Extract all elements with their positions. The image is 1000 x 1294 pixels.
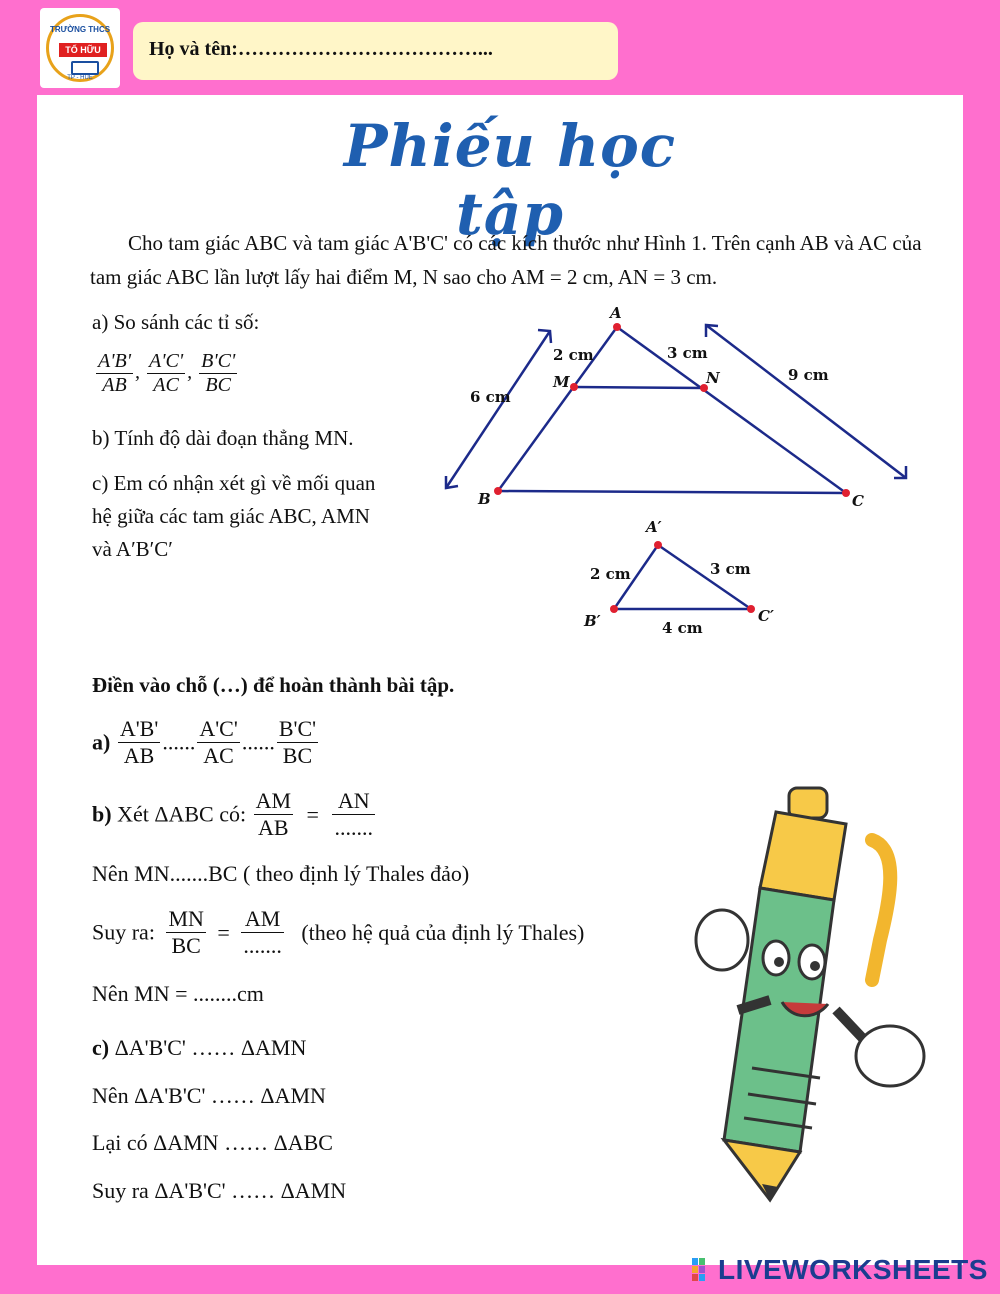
length-an: 3 cm bbox=[667, 344, 708, 362]
label-b2: B′ bbox=[584, 612, 601, 630]
point-a bbox=[613, 323, 621, 331]
fill-b-text: Xét ΔABC có: bbox=[117, 801, 247, 827]
fill-a-frac-2: $\frac{A'C'}{AC}$ bbox=[199, 716, 238, 768]
intro-text: Cho tam giác ABC và tam giác A'B'C' có các kích thước như Hình 1. Trên cạnh AB và AC của tam giác ABC lần lượt lấy hai điểm M, N sao cho AM = 2 cm, AN = 3 cm. bbox=[90, 231, 922, 289]
fill-a-frac-1: $\frac{A'B'}{AB}$ bbox=[119, 716, 159, 768]
fill-c-line1[interactable]: ΔA'B'C' …… ΔAMN bbox=[114, 1035, 307, 1060]
suy-note: (theo hệ quả của định lý Thales) bbox=[301, 919, 585, 945]
length-am: 2 cm bbox=[553, 346, 594, 364]
fill-suy-ra-row bbox=[92, 906, 584, 959]
suy-frac-2[interactable]: $\frac{AM}{.......}$ bbox=[243, 906, 282, 958]
fill-mn-line[interactable]: Nên MN = ........cm bbox=[92, 981, 264, 1006]
side-bc bbox=[498, 491, 846, 493]
liveworksheets-brand bbox=[692, 1254, 988, 1286]
name-field[interactable]: Họ và tên:………………………………... bbox=[133, 22, 618, 80]
question-c-line2: hệ giữa các tam giác ABC, AMN bbox=[92, 504, 370, 528]
fill-c-label: c) bbox=[92, 1035, 110, 1060]
point-c2 bbox=[747, 605, 755, 613]
fill-a-frac-3: $\frac{B'C'}{BC}$ bbox=[278, 716, 317, 768]
fill-a-row bbox=[92, 716, 320, 769]
question-c-line3: và A′B′C′ bbox=[92, 537, 173, 561]
page-title: Phiếu học tập bbox=[343, 112, 677, 248]
label-a: A bbox=[610, 304, 622, 322]
suy-ra-label: Suy ra: bbox=[92, 919, 155, 945]
fill-c-row-1[interactable] bbox=[92, 1035, 306, 1061]
question-b: b) Tính độ dài đoạn thẳng MN. bbox=[92, 426, 354, 450]
suy-equals: = bbox=[217, 919, 230, 945]
dimension-arrow-ac bbox=[706, 325, 906, 478]
question-c-line1: c) Em có nhận xét gì về mối quan bbox=[92, 471, 376, 495]
fill-b-label: b) bbox=[92, 801, 112, 827]
length-ac: 9 cm bbox=[788, 366, 829, 384]
fill-a-blank-2[interactable]: ...... bbox=[241, 729, 275, 755]
ratio-3: $\frac{B'C'}{BC}$ bbox=[201, 350, 236, 396]
fill-parallel-line[interactable]: Nên MN.......BC ( theo định lý Thales đảo) bbox=[92, 861, 470, 886]
length-a2c2: 3 cm bbox=[710, 560, 751, 578]
ratio-list: $\frac{A'B'}{AB}$ , $\frac{A'C'}{AC}$ , $\frac{B'C'}{BC}$ bbox=[98, 350, 236, 396]
suy-frac-1: $\frac{MN}{BC}$ bbox=[168, 906, 204, 958]
ratio-1: $\frac{A'B'}{AB}$ bbox=[98, 350, 131, 396]
fill-b-equals: = bbox=[306, 801, 319, 827]
label-b: B bbox=[478, 490, 491, 508]
liveworksheets-logo-icon bbox=[692, 1258, 714, 1282]
segment-mn bbox=[574, 387, 704, 388]
fill-c-line2[interactable]: Nên ΔA'B'C' …… ΔAMN bbox=[92, 1083, 326, 1108]
logo-top-text: TRƯỜNG THCS bbox=[49, 25, 111, 34]
point-c bbox=[842, 489, 850, 497]
logo-bottom-text: TP - HUẾ bbox=[67, 75, 93, 81]
label-m: M bbox=[553, 373, 570, 391]
pencil-mascot-illustration bbox=[696, 788, 924, 1200]
side-ac bbox=[617, 327, 846, 493]
ratio-2: $\frac{A'C'}{AC}$ bbox=[149, 350, 184, 396]
fill-c-line3[interactable]: Lại có ΔAMN …… ΔABC bbox=[92, 1130, 333, 1155]
fill-heading: Điền vào chỗ (…) để hoàn thành bài tập. bbox=[92, 673, 455, 697]
label-n: N bbox=[706, 369, 720, 387]
point-b bbox=[494, 487, 502, 495]
point-m bbox=[570, 383, 578, 391]
length-b2c2: 4 cm bbox=[662, 619, 703, 637]
point-a2 bbox=[654, 541, 662, 549]
point-b2 bbox=[610, 605, 618, 613]
logo-name: TỐ HỮU bbox=[59, 43, 107, 57]
label-c: C bbox=[852, 492, 864, 510]
question-a: a) So sánh các tỉ số: bbox=[92, 310, 260, 334]
length-a2b2: 2 cm bbox=[590, 565, 631, 583]
fill-c-line4[interactable]: Suy ra ΔA'B'C' …… ΔAMN bbox=[92, 1178, 347, 1203]
length-ab: 6 cm bbox=[470, 388, 511, 406]
fill-b-frac-2[interactable]: $\frac{AN}{.......}$ bbox=[334, 788, 373, 840]
fill-b-frac-1: $\frac{AM}{AB}$ bbox=[255, 788, 292, 840]
brand-text: LIVEWORKSHEETS bbox=[718, 1254, 988, 1285]
fill-a-label: a) bbox=[92, 729, 111, 755]
label-c2: C′ bbox=[758, 607, 774, 625]
fill-a-blank-1[interactable]: ...... bbox=[162, 729, 196, 755]
dimension-arrow-ab bbox=[446, 331, 550, 488]
label-a2: A′ bbox=[646, 518, 662, 536]
fill-b-row bbox=[92, 788, 377, 841]
